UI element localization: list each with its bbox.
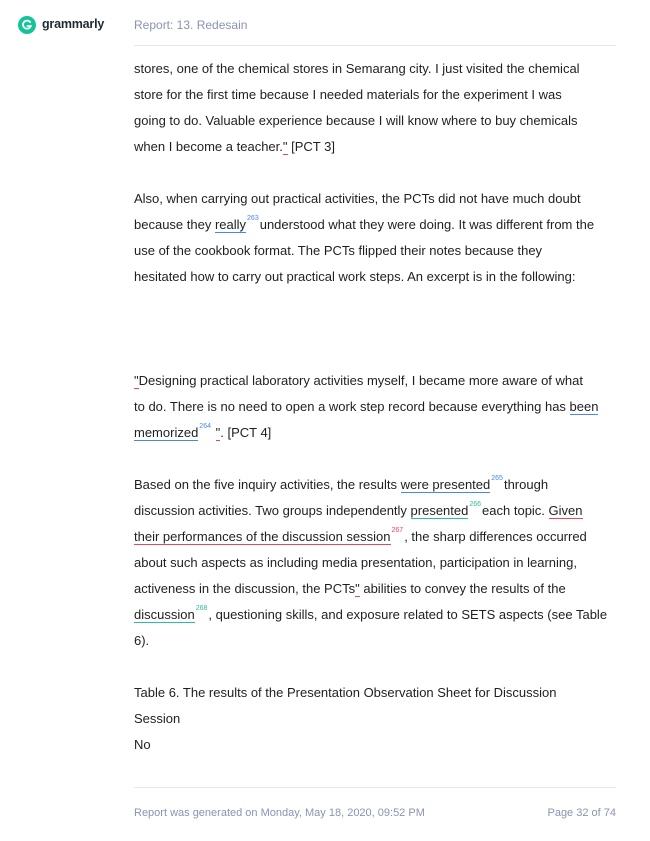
paragraph-inquiry-results <box>134 472 616 654</box>
text-span: , the sharp differences occurred <box>404 529 587 544</box>
flagged-word-presented[interactable]: presented <box>410 503 469 518</box>
text-span: , questioning skills, and exposure related to SETS aspects (see Table <box>208 607 608 622</box>
paragraph-quote-pct3 <box>134 56 616 160</box>
text-line: Session <box>134 711 181 726</box>
text-span: to do. There is no need to open a work step record because everything has <box>134 399 570 414</box>
text-line: store for the first time because I needed materials for the experiment I was <box>134 87 562 102</box>
text-line <box>134 394 616 420</box>
report-body <box>134 56 616 758</box>
suggestion-number[interactable]: 268 <box>195 605 208 612</box>
text-span: understood what they were doing. It was different from the <box>259 217 595 232</box>
suggestion-number[interactable]: 267 <box>391 527 404 534</box>
text-span: Designing practical laboratory activities myself, I became more aware of what <box>138 373 583 388</box>
flagged-phrase-discussion-session[interactable]: their performances of the discussion session <box>134 529 391 544</box>
paragraph-quote-pct4 <box>134 368 616 446</box>
text-line <box>134 368 616 394</box>
text-line: Also, when carrying out practical activities, the PCTs did not have much doubt <box>134 191 581 206</box>
text-line: about such aspects as including media presentation, participation in learning, <box>134 555 577 570</box>
report-header <box>0 0 650 48</box>
paragraph-practical-activities <box>134 186 616 290</box>
text-line: stores, one of the chemical stores in Semarang city. I just visited the chemical <box>134 61 580 76</box>
flagged-phrase-were-presented[interactable]: were presented <box>400 477 491 492</box>
report-title: Report: 13. Redesain <box>134 18 248 32</box>
text-line: going to do. Valuable experience because I will know where to buy chemicals <box>134 113 578 128</box>
text-line <box>134 576 616 602</box>
text-line: 6). <box>134 633 150 648</box>
suggestion-number[interactable]: 263 <box>247 215 259 222</box>
flagged-phrase-given[interactable]: Given <box>548 503 583 518</box>
text-span: . [PCT 4] <box>220 425 272 440</box>
text-span: [PCT 3] <box>291 139 335 154</box>
text-line: No <box>134 737 151 752</box>
text-span: because they <box>134 217 215 232</box>
grammarly-g-icon <box>18 16 36 34</box>
flagged-word-been[interactable]: been <box>569 399 599 414</box>
suggestion-number[interactable]: 265 <box>491 475 503 482</box>
text-line: use of the cookbook format. The PCTs flipped their notes because they <box>134 243 543 258</box>
header-divider <box>134 45 616 46</box>
g-glyph-icon <box>21 19 33 31</box>
flagged-quote-mark[interactable]: " <box>282 139 288 154</box>
flagged-quote-mark[interactable]: " <box>134 373 139 388</box>
text-line <box>134 134 616 160</box>
footer-divider <box>134 787 616 788</box>
text-line <box>134 602 616 628</box>
text-line <box>134 472 616 498</box>
text-span: activeness in the discussion, the PCTs <box>134 581 356 596</box>
text-span: each topic. <box>482 503 549 518</box>
text-line <box>134 420 616 446</box>
flagged-word-really[interactable]: really <box>214 217 247 232</box>
text-line <box>134 498 616 524</box>
text-span: when I become a teacher. <box>134 139 283 154</box>
report-generated-date: Report was generated on Monday, May 18, 2020, 09:52 PM <box>134 807 425 819</box>
text-line: hesitated how to carry out practical work steps. An excerpt is in the following: <box>134 269 576 284</box>
text-span: abilities to convey the results of the <box>359 581 566 596</box>
brand-name: grammarly <box>42 17 105 31</box>
text-span: through <box>503 477 549 492</box>
paragraph-table-caption <box>134 680 616 758</box>
flagged-quote-mark[interactable]: " <box>355 581 360 596</box>
suggestion-number[interactable]: 264 <box>199 423 211 430</box>
flagged-word-discussion[interactable]: discussion <box>134 607 195 622</box>
page-number: Page 32 of 74 <box>547 807 616 819</box>
text-span: Based on the five inquiry activities, the results <box>134 477 401 492</box>
suggestion-number[interactable]: 266 <box>469 501 482 508</box>
text-line <box>134 212 616 238</box>
flagged-quote-mark[interactable]: " <box>215 425 221 440</box>
text-span: discussion activities. Two groups independently <box>134 503 411 518</box>
text-line <box>134 524 616 550</box>
flagged-word-memorized[interactable]: memorized <box>134 425 199 440</box>
text-line: Table 6. The results of the Presentation Observation Sheet for Discussion <box>134 685 557 700</box>
